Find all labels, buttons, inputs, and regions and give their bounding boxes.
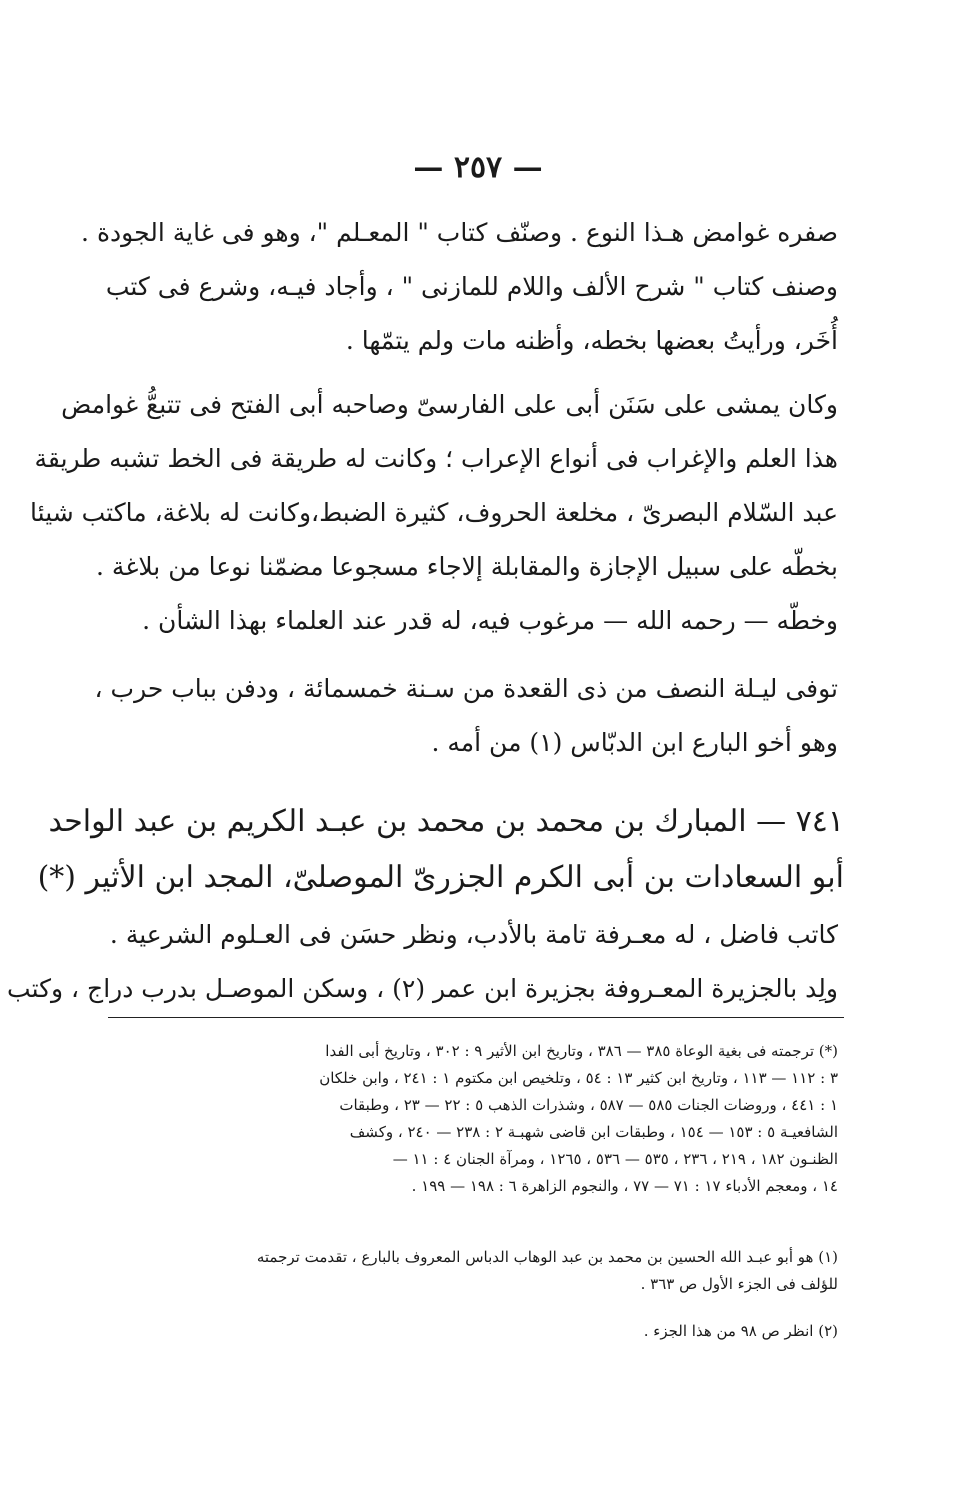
footnote-line: ١٤ ، ومعجم الأدباء ١٧ : ٧١ — ٧٧ ، والنجوم الزاهرة ٦ : ١٩٨ — ١٩٩ . [411,1177,838,1195]
paragraph-4 [94,662,838,770]
footnote-line: (٢) انظر ص ٩٨ من هذا الجزء . [643,1322,838,1340]
text-line: وصنف كتاب " شرح الألف واللام للمازنى " ، وأجاد فيـه، وشرع فى كتب [105,272,838,301]
text-line: وكان يمشى على سَنَن أبى على الفارسىّ وصاحبه أبى الفتح فى تتبعُّ غوامض [61,390,838,419]
text-line: أُخَر، ورأيتُ بعضها بخطه، وأظنه مات ولم يتمّها . [345,326,838,355]
footnote-divider [108,1017,844,1018]
text-line: وهو أخو البارع ابن الدبّاس (١) من أمه . [431,728,838,757]
text-line: بخطّه على سبيل الإجازة والمقابلة إلاجاء مسجوعا مضمّنا نوعا من بلاغة . [96,552,838,581]
footnote-2 [118,1318,838,1345]
text-line: ولِد بالجزيرة المعـروفة بجزيرة ابن عمر (٢) ، وسكن الموصـل بدرب دراج ، وكتب [7,974,838,1003]
paragraph-5 [7,908,838,1016]
entry-heading-line: ٧٤١ — المبارك بن محمد بن محمد بن عبـد الكريم بن عبد الواحد [48,804,844,839]
entry-heading-line: أبو السعادات بن أبى الكرم الجزرىّ الموصلىّ، المجد ابن الأثير (*) [37,860,844,895]
footnote-line: للؤلف فى الجزء الأول ص ٣٦٣ . [640,1275,838,1293]
text-line: عبد السّلام البصرىّ ، مخلعة الحروف، كثيرة الضبط،وكانت له بلاغة، ماكتب شيئا [30,498,838,527]
footnote-line: الظنـون ١٨٢ ، ٢١٩ ، ٢٣٦ ، ٥٣٥ — ٥٣٦ ، ١٢٦٥ ، ومرآة الجنان ٤ : ١١ — [392,1150,838,1168]
text-line: صفره غوامض هـذا النوع . وصنّف كتاب " المعـلم "، وهو فى غاية الجودة . [81,218,838,247]
footnote-line: (*) ترجمته فى بغية الوعاة ٣٨٥ — ٣٨٦ ، وتاريخ ابن الأثير ٩ : ٣٠٢ ، وتاريخ أبى الفدا [325,1042,838,1060]
entry-heading [37,794,844,906]
footnote-line: ١ : ٤٤١ ، وروضات الجنات ٥٨٥ — ٥٨٧ ، وشذرات الذهب ٥ : ٢٢ — ٢٣ ، وطبقات [339,1096,838,1114]
text-line: توفى ليـلة النصف من ذى القعدة من سـنة خمسمائة ، ودفن بباب حرب ، [94,674,838,703]
page-number: — ٢٥٧ — [413,150,543,185]
paragraph-1 [81,206,838,368]
footnote-line: (١) هو أبو عبـد الله الحسين بن محمد بن عبد الوهاب الدباس المعروف بالبارع ، تقدمت ترجمته [256,1248,838,1266]
text-line: كاتب فاضل ، له معـرفة تامة بالأدب، ونظر حسَن فى العـلوم الشرعية . [109,920,838,949]
text-line: هذا العلم والإغراب فى أنواع الإعراب ؛ وكانت له طريقة فى الخط تشبه طريقة [34,444,838,473]
text-line: وخطّه — رحمه الله — مرغوب فيه، له قدر عند العلماء بهذا الشأن . [142,606,838,635]
footnote-line: الشافعيـة ٥ : ١٥٣ — ١٥٤ ، وطبقات ابن قاضى شهبـة ٢ : ٢٣٨ — ٢٤٠ ، وكشف [349,1123,838,1141]
footnote-1 [118,1244,838,1298]
paragraph-2 [30,378,838,594]
paragraph-3 [118,594,838,648]
footnote-line: ٣ : ١١٢ — ١١٣ ، وتاريخ ابن كثير ١٣ : ٥٤ ، وتلخيص ابن مكتوم ١ : ٢٤١ ، وابن خلكان [319,1069,838,1087]
footnote-main [118,1038,838,1200]
